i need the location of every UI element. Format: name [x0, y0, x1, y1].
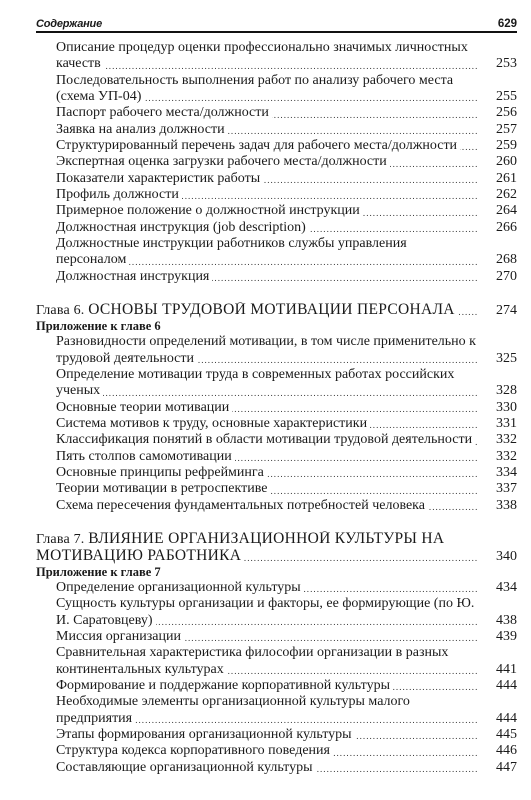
toc-entry[interactable]	[36, 449, 517, 465]
toc-entry[interactable]	[36, 400, 517, 416]
toc-entry-page: 444	[496, 710, 517, 726]
chapter-6-title: ОСНОВЫ ТРУДОВОЙ МОТИВАЦИИ ПЕРСОНАЛА	[88, 302, 455, 319]
toc-entry[interactable]	[36, 220, 517, 236]
toc-entry-title: Пять столпов самомотивации	[56, 449, 235, 464]
chapter-6-appendix-heading: Приложение к главе 6	[36, 319, 161, 334]
toc-entry[interactable]	[36, 743, 517, 759]
toc-entry-title: Показатели характеристик работы	[56, 171, 263, 186]
header-rule	[36, 31, 517, 33]
chapter-7-page: 340	[496, 548, 517, 564]
toc-entry-title: Разновидности определений мотивации, в том числе применительно к трудовой деятельности	[56, 334, 476, 366]
toc-entry-page: 256	[496, 105, 517, 121]
toc-entry-title: Теории мотивации в ретроспективе	[56, 481, 270, 496]
toc-entry-page: 447	[496, 759, 517, 775]
chapter-7-entry[interactable]	[36, 531, 517, 565]
toc-entry-page: 434	[496, 579, 517, 595]
toc-entry-page: 332	[496, 448, 517, 464]
toc-entry-title: Описание процедур оценки профессионально значимых личностных качеств	[56, 40, 468, 72]
toc-entry[interactable]	[36, 727, 517, 743]
toc-entry[interactable]	[36, 678, 517, 694]
toc-entry-page: 441	[496, 661, 517, 677]
toc-entry-page: 332	[496, 432, 517, 448]
page-header	[36, 8, 517, 30]
toc-entry[interactable]	[36, 154, 517, 170]
chapter-7-appendix-list	[36, 580, 517, 776]
toc-entry-page: 270	[496, 268, 517, 284]
toc-entry-page: 438	[496, 612, 517, 628]
toc-entry-title: Определение мотивации труда в современных работах российских ученых	[56, 366, 455, 399]
toc-entry-title: Примерное положение о должностной инструкции	[56, 203, 363, 218]
toc-entry-page: 257	[496, 121, 517, 137]
toc-entry-page: 445	[496, 727, 517, 743]
toc-entry[interactable]	[36, 40, 517, 73]
toc-entry-title: Структурированный перечень задач для рабочего места/должности	[56, 138, 460, 153]
toc-entry-title: Должностная инструкция	[56, 269, 212, 284]
chapter-7-title: ВЛИЯНИЕ ОРГАНИЗАЦИОННОЙ КУЛЬТУРЫ НА МОТИВАЦИЮ РАБОТНИКА	[36, 530, 445, 564]
toc-entry-title: Определение организационной культуры	[56, 580, 304, 595]
toc-entry[interactable]	[36, 416, 517, 432]
toc-entry-title: Основные принципы рефрейминга	[56, 465, 267, 480]
toc-entry-title: Должностная инструкция (job description)	[56, 220, 309, 235]
toc-entry-page: 266	[496, 219, 517, 235]
toc-entry-title: Заявка на анализ должности	[56, 122, 228, 137]
toc-entry[interactable]	[36, 481, 517, 497]
toc-entry-title: Профиль должности	[56, 187, 182, 202]
toc-entry[interactable]	[36, 580, 517, 596]
chapter-6-prefix: Глава 6.	[36, 303, 85, 319]
toc-entry-title: Структура кодекса корпоративного поведения	[56, 743, 333, 758]
toc-entry-page: 439	[496, 628, 517, 644]
toc-entry-page: 444	[496, 678, 517, 693]
toc-entry[interactable]	[36, 629, 517, 645]
toc-entry[interactable]	[36, 203, 517, 219]
toc-entry[interactable]	[36, 73, 517, 106]
toc-entry-title: Паспорт рабочего места/должности	[56, 105, 272, 120]
toc-entry-title: Сущность культуры организации и факторы, ее формирующие (по Ю. И. Саратовцеву)	[56, 596, 475, 628]
running-title: Содержание	[36, 18, 102, 30]
toc-entry-page: 446	[496, 743, 517, 759]
toc-entry-page: 331	[496, 415, 517, 431]
toc-entry[interactable]	[36, 694, 517, 727]
toc-entry[interactable]	[36, 465, 517, 481]
chapter-7-prefix: Глава 7.	[36, 531, 85, 547]
toc-entry-page: 330	[496, 399, 517, 415]
toc-entry[interactable]	[36, 498, 517, 514]
toc-entry-title: Миссия организации	[56, 629, 184, 644]
toc-entry-page: 253	[496, 56, 517, 72]
toc-entry-title: Этапы формирования организационной культуры	[56, 727, 355, 742]
toc-entry-title: Необходимые элементы организационной культуры малого предприятия	[56, 694, 410, 726]
toc-block-chapter5-appendix	[36, 40, 517, 285]
toc-entry-title: Должностные инструкции работников службы управления персоналом	[56, 236, 407, 268]
toc-entry[interactable]	[36, 269, 517, 285]
toc-entry-page: 328	[496, 383, 517, 399]
toc-entry[interactable]	[36, 105, 517, 121]
toc-entry-title: Формирование и поддержание корпоративной культуры	[56, 678, 393, 693]
toc-entry[interactable]	[36, 187, 517, 203]
toc-entry-page: 337	[496, 481, 517, 497]
toc-entry-page: 260	[496, 154, 517, 170]
chapter-7-appendix-heading: Приложение к главе 7	[36, 564, 161, 579]
toc-entry[interactable]	[36, 138, 517, 154]
toc-entry-title: Основные теории мотивации	[56, 400, 232, 415]
toc-entry-page: 262	[496, 187, 517, 203]
toc-entry[interactable]	[36, 432, 517, 448]
toc-entry[interactable]	[36, 367, 517, 400]
toc-entry[interactable]	[36, 760, 517, 776]
toc-entry-title: Схема пересечения фундаментальных потребностей человека	[56, 498, 428, 513]
toc-entry-page: 338	[496, 497, 517, 513]
toc-entry-title: Последовательность выполнения работ по анализу рабочего места (схема УП-04)	[56, 72, 454, 105]
chapter-6-entry[interactable]	[36, 302, 517, 319]
toc-entry-title: Составляющие организационной культуры	[56, 760, 316, 775]
toc-entry[interactable]	[36, 122, 517, 138]
toc-entry[interactable]	[36, 645, 517, 678]
toc-entry[interactable]	[36, 596, 517, 629]
toc-entry-title: Экспертная оценка загрузки рабочего места/должности	[56, 154, 390, 169]
toc-entry-title: Классификация понятий в области мотивации трудовой деятельности	[56, 432, 475, 447]
chapter-6-appendix-list	[36, 334, 517, 514]
toc-entry[interactable]	[36, 334, 517, 367]
toc-entry-page: 264	[496, 203, 517, 219]
toc-entry-page: 325	[496, 350, 517, 366]
chapter-6-page: 274	[496, 303, 517, 319]
toc-entry-page: 334	[496, 464, 517, 480]
toc-entry-title: Система мотивов к труду, основные характеристики	[56, 416, 370, 431]
toc-entry-page: 261	[496, 170, 517, 186]
table-of-contents	[36, 40, 517, 776]
page-number: 629	[497, 18, 517, 30]
toc-entry-title: Сравнительная характеристика философии организации в разных континентальных культурах	[56, 645, 449, 677]
toc-entry-page: 259	[496, 138, 517, 154]
toc-entry[interactable]	[36, 236, 517, 269]
toc-entry-page: 255	[496, 89, 517, 105]
toc-entry[interactable]	[36, 171, 517, 187]
toc-entry-page: 268	[496, 252, 517, 268]
